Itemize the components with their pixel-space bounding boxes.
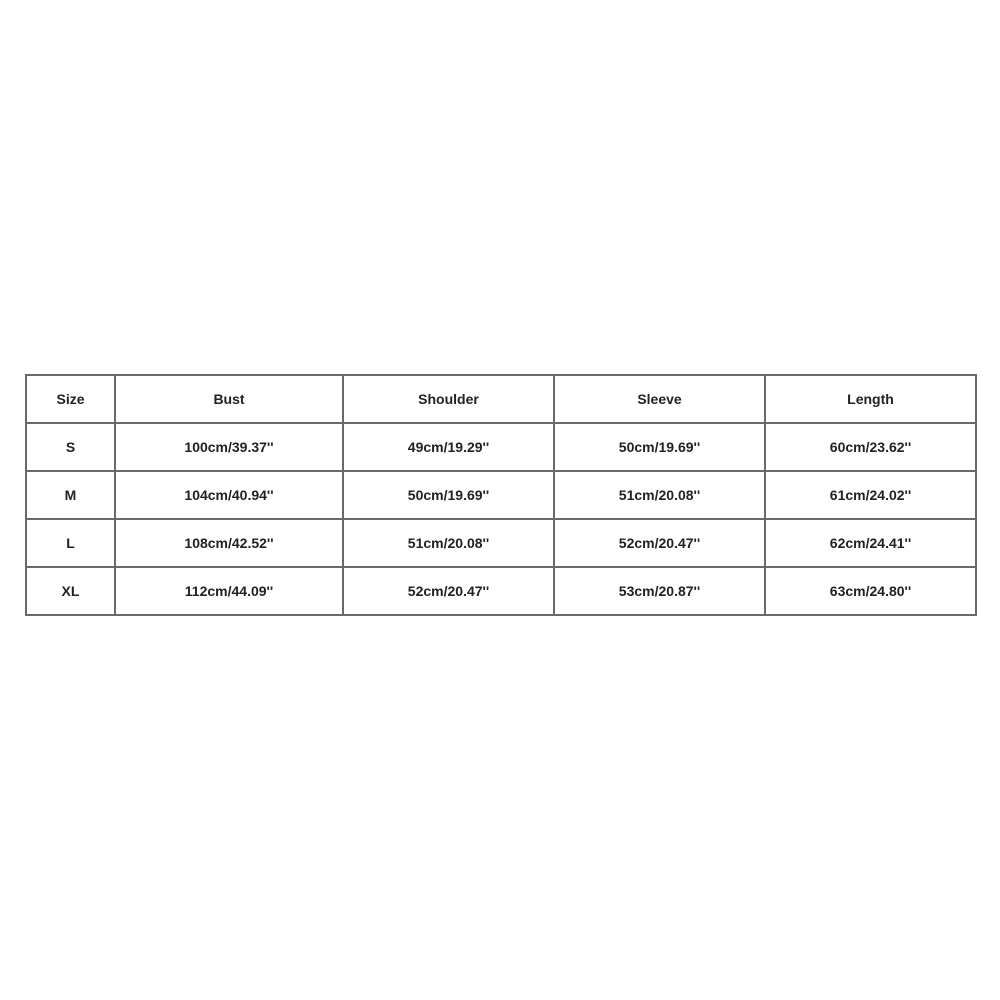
cell-size: L bbox=[26, 519, 115, 567]
table-header-row bbox=[26, 375, 976, 423]
size-chart-table bbox=[25, 374, 977, 616]
header-shoulder: Shoulder bbox=[343, 375, 554, 423]
cell-size: XL bbox=[26, 567, 115, 615]
cell-length: 62cm/24.41'' bbox=[765, 519, 976, 567]
header-length: Length bbox=[765, 375, 976, 423]
cell-size: S bbox=[26, 423, 115, 471]
cell-shoulder: 52cm/20.47'' bbox=[343, 567, 554, 615]
cell-sleeve: 53cm/20.87'' bbox=[554, 567, 765, 615]
cell-size: M bbox=[26, 471, 115, 519]
table-row bbox=[26, 567, 976, 615]
cell-bust: 108cm/42.52'' bbox=[115, 519, 343, 567]
cell-bust: 104cm/40.94'' bbox=[115, 471, 343, 519]
cell-length: 61cm/24.02'' bbox=[765, 471, 976, 519]
header-bust: Bust bbox=[115, 375, 343, 423]
cell-bust: 100cm/39.37'' bbox=[115, 423, 343, 471]
cell-length: 60cm/23.62'' bbox=[765, 423, 976, 471]
cell-sleeve: 52cm/20.47'' bbox=[554, 519, 765, 567]
table-row bbox=[26, 471, 976, 519]
cell-shoulder: 50cm/19.69'' bbox=[343, 471, 554, 519]
table-row bbox=[26, 423, 976, 471]
header-size: Size bbox=[26, 375, 115, 423]
cell-length: 63cm/24.80'' bbox=[765, 567, 976, 615]
cell-shoulder: 51cm/20.08'' bbox=[343, 519, 554, 567]
cell-sleeve: 51cm/20.08'' bbox=[554, 471, 765, 519]
table-row bbox=[26, 519, 976, 567]
cell-bust: 112cm/44.09'' bbox=[115, 567, 343, 615]
cell-sleeve: 50cm/19.69'' bbox=[554, 423, 765, 471]
header-sleeve: Sleeve bbox=[554, 375, 765, 423]
cell-shoulder: 49cm/19.29'' bbox=[343, 423, 554, 471]
